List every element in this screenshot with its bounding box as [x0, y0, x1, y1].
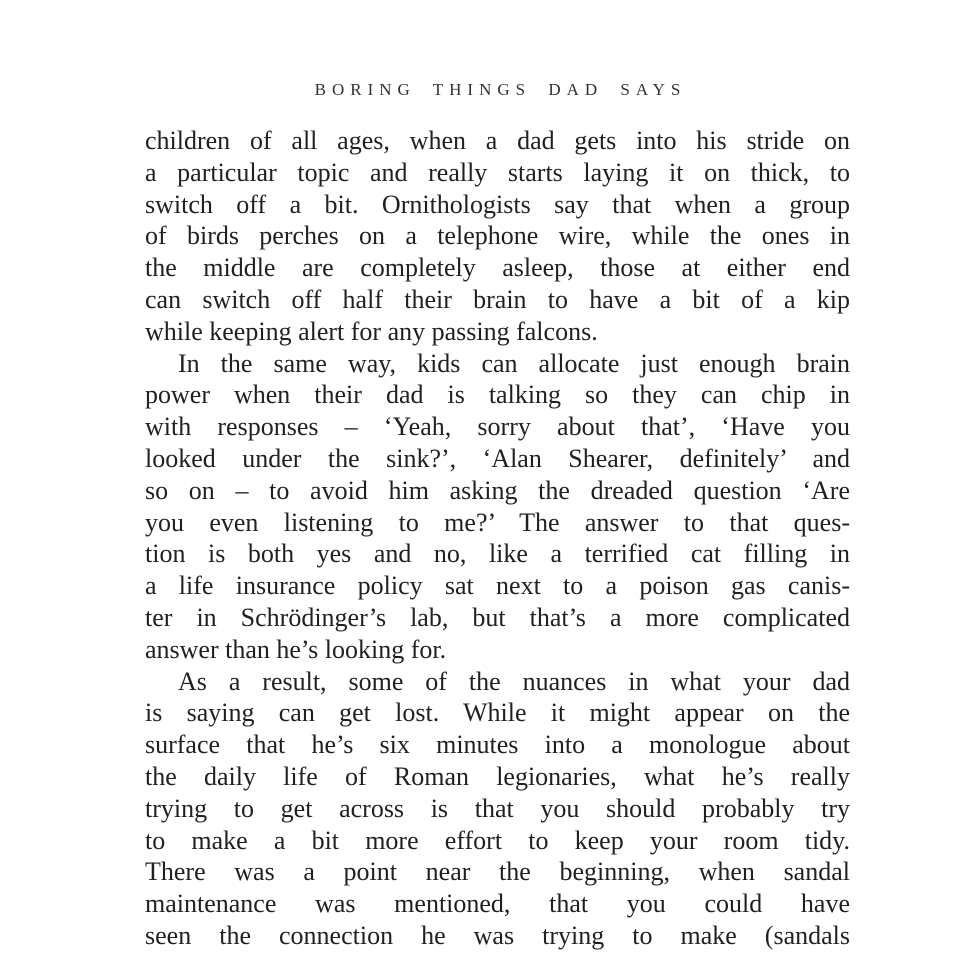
- text-line: There was a point near the beginning, when sandal: [145, 857, 850, 887]
- text-line: trying to get across is that you should probably try: [145, 793, 850, 823]
- text-line: the middle are completely asleep, those at either end: [145, 253, 850, 283]
- text-line: ter in Schrödinger’s lab, but that’s a more complicated: [145, 602, 850, 632]
- text-line: looked under the sink?’, ‘Alan Shearer, definitely’ and: [145, 443, 850, 473]
- paragraph: [145, 666, 850, 952]
- text-line: a particular topic and really starts laying it on thick, to: [145, 157, 850, 187]
- text-line: a life insurance policy sat next to a poison gas canis-: [145, 571, 850, 601]
- paragraph: [145, 125, 850, 348]
- paragraph: [145, 348, 850, 666]
- text-line: tion is both yes and no, like a terrified cat filling in: [145, 539, 850, 569]
- running-header: BORING THINGS DAD SAYS: [314, 80, 687, 99]
- text-line: maintenance was mentioned, that you could have: [145, 889, 850, 919]
- text-line: while keeping alert for any passing falcons.: [145, 316, 598, 346]
- text-line: In the same way, kids can allocate just enough brain: [178, 348, 850, 378]
- text-line: to make a bit more effort to keep your room tidy.: [145, 825, 850, 855]
- text-line: you even listening to me?’ The answer to that ques-: [145, 507, 850, 537]
- text-line: of birds perches on a telephone wire, while the ones in: [145, 221, 850, 251]
- text-line: so on – to avoid him asking the dreaded question ‘Are: [145, 475, 850, 505]
- text-line: the daily life of Roman legionaries, what he’s really: [145, 761, 850, 791]
- text-line: power when their dad is talking so they can chip in: [145, 380, 850, 410]
- text-line: answer than he’s looking for.: [145, 634, 447, 664]
- text-block: [145, 125, 850, 952]
- text-line: is saying can get lost. While it might appear on the: [145, 698, 850, 728]
- text-line: seen the connection he was trying to make (sandals: [145, 920, 850, 950]
- text-line: with responses – ‘Yeah, sorry about that’, ‘Have you: [145, 412, 850, 442]
- text-line: can switch off half their brain to have a bit of a kip: [145, 284, 850, 314]
- text-line: children of all ages, when a dad gets into his stride on: [145, 126, 850, 155]
- text-line: switch off a bit. Ornithologists say that when a group: [145, 189, 850, 219]
- text-line: As a result, some of the nuances in what your dad: [178, 666, 850, 696]
- text-line: surface that he’s six minutes into a monologue about: [145, 730, 850, 760]
